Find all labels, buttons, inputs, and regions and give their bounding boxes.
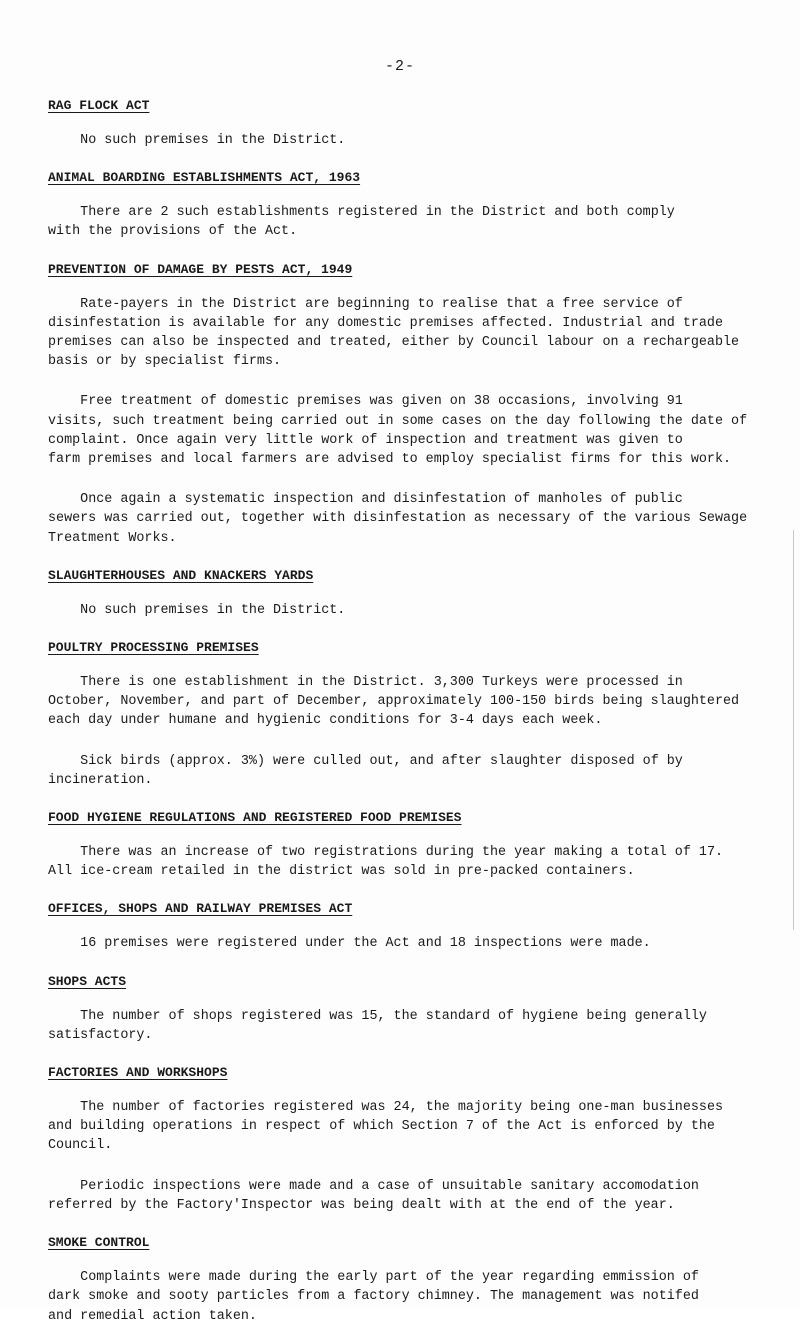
section-heading-shops-acts: SHOPS ACTS bbox=[48, 973, 127, 989]
section-paragraph: The number of shops registered was 15, the standard of hygiene being generally satisfactory. bbox=[48, 1008, 707, 1043]
section-paragraph: Complaints were made during the early part of the year regarding emmission of dark smoke and sooty particles from a factory chimney. The management was notifed and remedial action taken. bbox=[48, 1270, 699, 1324]
section-paragraph: No such premises in the District. bbox=[48, 133, 346, 148]
document-body bbox=[48, 96, 758, 1326]
section-heading-poultry: POULTRY PROCESSING PREMISES bbox=[48, 640, 259, 656]
section-heading-food-hygiene: FOOD HYGIENE REGULATIONS AND REGISTERED FOOD PREMISES bbox=[48, 810, 462, 826]
scan-edge-line bbox=[793, 530, 800, 930]
section-heading-offices-shops: OFFICES, SHOPS AND RAILWAY PREMISES ACT bbox=[48, 901, 353, 917]
section-heading-rag-flock: RAG FLOCK ACT bbox=[48, 98, 150, 113]
section-paragraph: No such premises in the District. bbox=[48, 602, 346, 618]
section-paragraph: Free treatment of domestic premises was given on 38 occasions, involving 91 visits, such treatment being carried out in some cases on the day following the date of complaint. Once again very little work of inspection and treatment was given to farm premises and local farmers are advised to employ specialist firms for this work. bbox=[48, 394, 748, 468]
section-paragraph: Sick birds (approx. 3%) were culled out, and after slaughter disposed of by incineration. bbox=[48, 753, 683, 788]
section-heading-factories: FACTORIES AND WORKSHOPS bbox=[48, 1065, 228, 1081]
section-paragraph: Rate-payers in the District are beginning to realise that a free service of disinfestation is available for any domestic premises affected. Industrial and trade premises can also be inspected and treated, either by Council labour on a rechargeable basis or by specialist firms. bbox=[48, 296, 740, 370]
section-paragraph: There was an increase of two registrations during the year making a total of 17. All ice-cream retailed in the district was sold in pre-packed containers. bbox=[48, 845, 724, 880]
section-heading-animal-boarding: ANIMAL BOARDING ESTABLISHMENTS ACT, 1963 bbox=[48, 170, 361, 186]
section-paragraph: There are 2 such establishments registered in the District and both comply with the provisions of the Act. bbox=[48, 205, 675, 240]
section-paragraph: There is one establishment in the District. 3,300 Turkeys were processed in October, November, and part of December, approximately 100-150 birds being slaughtered each day under humane and hygienic conditions for 3-4 days each week. bbox=[48, 675, 740, 729]
section-paragraph: Once again a systematic inspection and disinfestation of manholes of public sewers was carried out, together with disinfestation as necessary of the various Sewage Treatment Works. bbox=[48, 492, 748, 546]
section-heading-pests: PREVENTION OF DAMAGE BY PESTS ACT, 1949 bbox=[48, 261, 353, 277]
section-paragraph: The number of factories registered was 24, the majority being one-man businesses and building operations in respect of which Section 7 of the Act is enforced by the Council. bbox=[48, 1100, 724, 1154]
section-heading-smoke-control: SMOKE CONTROL bbox=[48, 1235, 150, 1251]
section-heading-slaughterhouses: SLAUGHTERHOUSES AND KNACKERS YARDS bbox=[48, 567, 314, 583]
page-number: -2- bbox=[384, 58, 415, 75]
section-paragraph: Periodic inspections were made and a case of unsuitable sanitary accomodation referred by the Factory'Inspector was being dealt with at the end of the year. bbox=[48, 1178, 699, 1213]
section-paragraph: 16 premises were registered under the Act and 18 inspections were made. bbox=[48, 936, 651, 952]
